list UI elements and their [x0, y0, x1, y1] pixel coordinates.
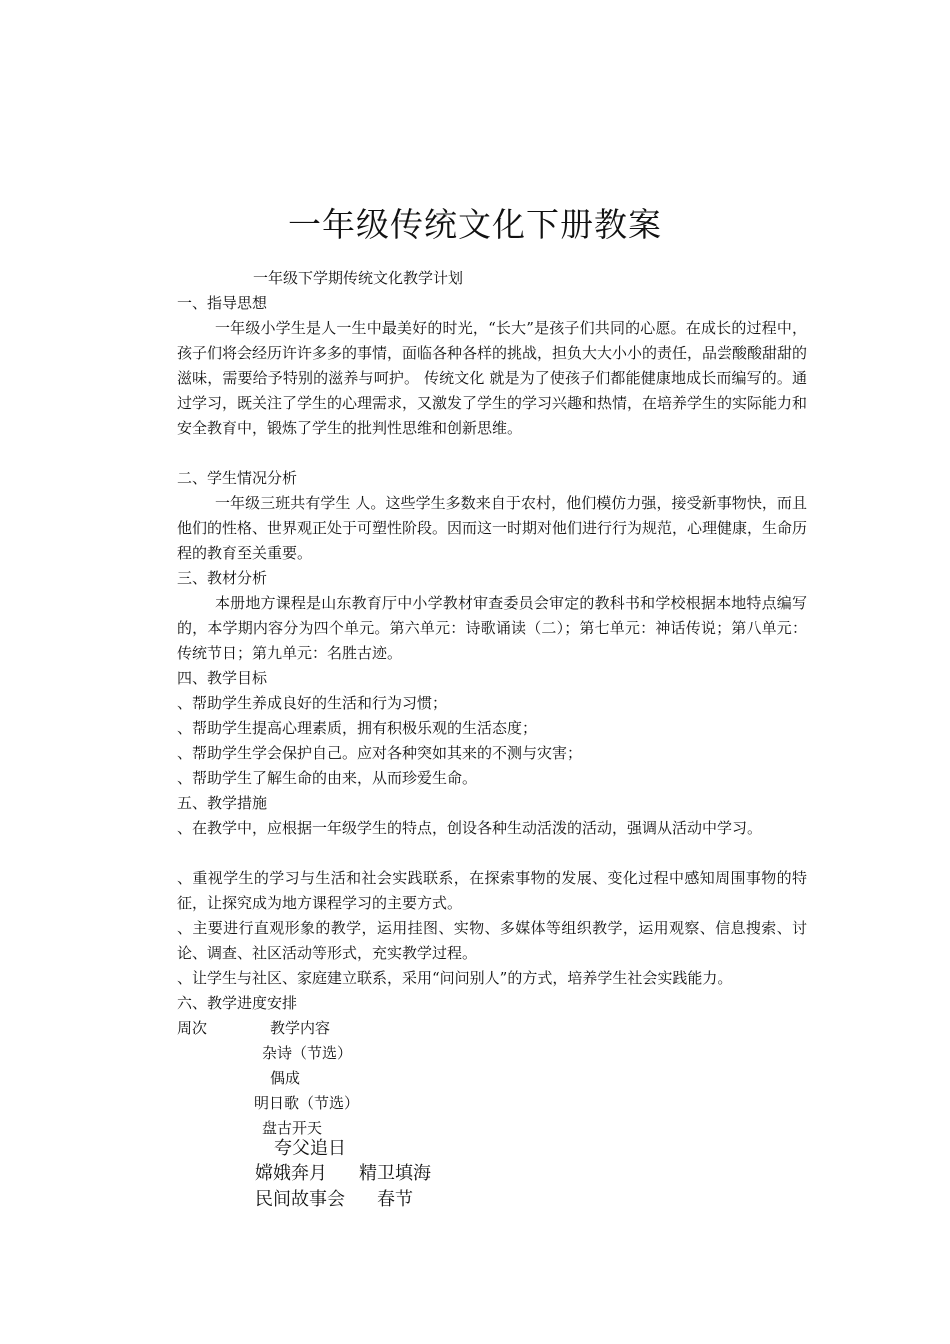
- section-heading: 六、教学进度安排: [177, 994, 298, 1012]
- section-paragraph: 一年级小学生是人一生中最美好的时光，“长大”是孩子们共同的心愿。在成长的过程中，孩子们将会经历许许多多的事情，面临各种各样的挑战，担负大大小小的责任，品尝酸酸甜甜的滋味，需要给予特别的滋养与呵护。 传统文化 就是为了使孩子们都能健康地成长而编写的。通过学习，既关注了学生的心理需求，又激发了学生的学习兴趣和热情，在培养学生的实际能力和安全教育中，锻炼了学生的批判性思维和创新思维。: [177, 319, 808, 437]
- document-subtitle: 一年级下学期传统文化教学计划: [253, 269, 464, 287]
- list-item: 、帮助学生了解生命的由来，从而珍爱生命。: [177, 769, 478, 787]
- schedule-col-content: 教学内容: [270, 1019, 331, 1037]
- section-paragraph: 本册地方课程是山东教育厅中小学教材审查委员会审定的教科书和学校根据本地特点编写的，本学期内容分为四个单元。第六单元：诗歌诵读（二）；第七单元：神话传说；第八单元：传统节日；第九单元：名胜古迹。: [177, 594, 807, 662]
- section-heading: 一、指导思想: [177, 294, 268, 312]
- schedule-row: 嫦娥奔月: [255, 1163, 327, 1184]
- schedule-row: 明日歌（节选）: [254, 1094, 360, 1112]
- schedule-row: 春节: [377, 1189, 413, 1210]
- schedule-row: 盘古开天: [262, 1119, 323, 1137]
- list-item: 、主要进行直观形象的教学，运用挂图、实物、多媒体等组织教学，运用观察、信息搜索、讨论、调查、社区活动等形式，充实教学过程。: [177, 919, 807, 962]
- schedule-row: 夸父追日: [274, 1138, 346, 1159]
- list-item: 、帮助学生提高心理素质，拥有积极乐观的生活态度；: [177, 719, 538, 737]
- section-paragraph: 一年级三班共有学生 人。这些学生多数来自于农村，他们模仿力强，接受新事物快，而且他们的性格、世界观正处于可塑性阶段。因而这一时期对他们进行行为规范，心理健康，生命历程的教育至关重要。: [177, 494, 808, 562]
- section-heading: 四、教学目标: [177, 669, 268, 687]
- section-heading: 三、教材分析: [177, 569, 268, 587]
- section-heading: 五、教学措施: [177, 794, 268, 812]
- list-item: 、帮助学生学会保护自己。应对各种突如其来的不测与灾害；: [177, 744, 583, 762]
- schedule-row: 民间故事会: [255, 1189, 345, 1210]
- list-item: 、在教学中，应根据一年级学生的特点，创设各种生动活泼的活动，强调从活动中学习。: [177, 819, 763, 837]
- section-heading: 二、学生情况分析: [177, 469, 298, 487]
- list-item: 、帮助学生养成良好的生活和行为习惯；: [177, 694, 448, 712]
- schedule-row: 偶成: [270, 1069, 301, 1087]
- list-item: 、让学生与社区、家庭建立联系，采用“问问别人”的方式，培养学生社会实践能力。: [177, 969, 733, 987]
- document-title: 一年级传统文化下册教案: [288, 205, 662, 244]
- schedule-col-week: 周次: [177, 1019, 208, 1037]
- schedule-row: 精卫填海: [359, 1163, 431, 1184]
- list-item: 、重视学生的学习与生活和社会实践联系，在探索事物的发展、变化过程中感知周围事物的特征，让探究成为地方课程学习的主要方式。: [177, 869, 807, 912]
- schedule-row: 杂诗（节选）: [262, 1044, 353, 1062]
